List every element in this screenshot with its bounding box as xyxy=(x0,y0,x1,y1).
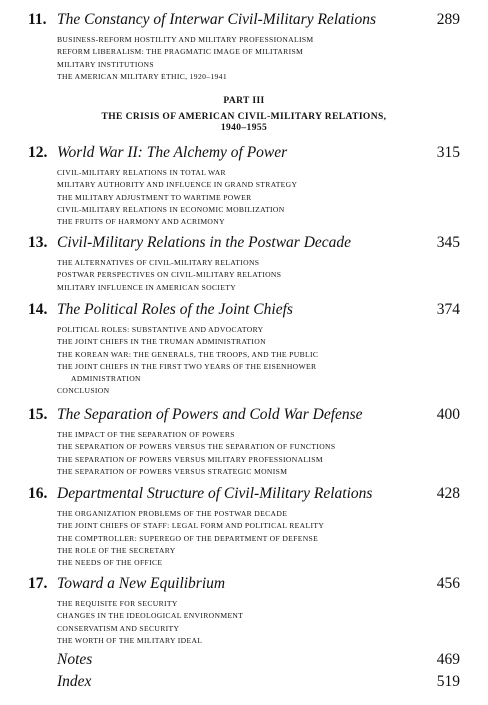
chapter-number: 14. xyxy=(28,301,48,318)
section-item-continuation: ADMINISTRATION xyxy=(71,374,141,384)
chapter-heading xyxy=(28,234,460,252)
section-item: THE FRUITS OF HARMONY AND ACRIMONY xyxy=(57,217,225,227)
chapter-number: 13. xyxy=(28,234,48,251)
chapter-heading xyxy=(28,575,460,593)
chapter-page: 345 xyxy=(436,234,460,251)
chapter-sections xyxy=(57,598,467,647)
section-item: THE SEPARATION OF POWERS VERSUS MILITARY PROFESSIONALISM xyxy=(57,454,323,464)
chapter-sections xyxy=(57,257,467,294)
chapter-number: 17. xyxy=(28,575,48,592)
chapter-sections xyxy=(57,324,467,398)
chapter-title: World War II: The Alchemy of Power xyxy=(57,144,288,161)
section-item: THE JOINT CHIEFS OF STAFF: LEGAL FORM AND POLITICAL REALITY xyxy=(57,521,325,531)
chapter-title: The Political Roles of the Joint Chiefs xyxy=(57,301,293,318)
back-matter-index xyxy=(57,673,460,691)
chapter-sections xyxy=(57,429,467,478)
section-item: THE ALTERNATIVES OF CIVIL-MILITARY RELATIONS xyxy=(57,258,260,267)
section-item: BUSINESS-REFORM HOSTILITY AND MILITARY PROFESSIONALISM xyxy=(57,35,314,44)
chapter-number: 11. xyxy=(28,11,47,28)
chapter-number: 15. xyxy=(28,406,48,423)
section-item: THE ROLE OF THE SECRETARY xyxy=(57,545,176,555)
section-item: MILITARY INSTITUTIONS xyxy=(57,59,154,69)
section-item: CIVIL-MILITARY RELATIONS IN TOTAL WAR xyxy=(57,168,226,177)
section-item: CONCLUSION xyxy=(57,386,110,396)
section-item: THE IMPACT OF THE SEPARATION OF POWERS xyxy=(57,430,235,439)
chapter-page: 315 xyxy=(436,144,460,161)
section-item: THE REQUISITE FOR SECURITY xyxy=(57,599,178,608)
section-item: CHANGES IN THE IDEOLOGICAL ENVIRONMENT xyxy=(57,611,244,621)
section-item: THE ORGANIZATION PROBLEMS OF THE POSTWAR DECADE xyxy=(57,509,288,518)
chapter-page: 400 xyxy=(436,406,460,423)
chapter-title: The Constancy of Interwar Civil-Military Relations xyxy=(57,11,377,28)
section-item: THE JOINT CHIEFS IN THE TRUMAN ADMINISTRATION xyxy=(57,337,266,347)
chapter-page: 428 xyxy=(436,485,460,502)
back-matter-page: 519 xyxy=(436,673,460,690)
section-item: POSTWAR PERSPECTIVES ON CIVIL-MILITARY RELATIONS xyxy=(57,270,282,280)
section-item: MILITARY AUTHORITY AND INFLUENCE IN GRAND STRATEGY xyxy=(57,180,298,190)
back-matter-notes xyxy=(57,651,460,669)
section-item: THE KOREAN WAR: THE GENERALS, THE TROOPS, AND THE PUBLIC xyxy=(57,349,319,359)
section-item: THE AMERICAN MILITARY ETHIC, 1920–1941 xyxy=(57,71,227,81)
back-matter-title: Index xyxy=(57,673,92,690)
part-title-line-1: THE CRISIS OF AMERICAN CIVIL-MILITARY RELATIONS, xyxy=(101,111,387,122)
section-item: THE SEPARATION OF POWERS VERSUS THE SEPARATION OF FUNCTIONS xyxy=(57,442,336,452)
chapter-title: Departmental Structure of Civil-Military Relations xyxy=(57,485,373,502)
back-matter-title: Notes xyxy=(57,651,93,668)
chapter-number: 12. xyxy=(28,144,48,161)
chapter-sections xyxy=(57,508,467,569)
part-label: PART III xyxy=(223,96,265,106)
part-title-line-2: 1940–1955 xyxy=(220,123,268,133)
chapter-page: 456 xyxy=(436,575,460,592)
chapter-number: 16. xyxy=(28,485,48,502)
chapter-page: 374 xyxy=(436,301,460,318)
chapter-title: Civil-Military Relations in the Postwar Decade xyxy=(57,234,352,251)
back-matter-page: 469 xyxy=(436,651,460,668)
section-item: THE NEEDS OF THE OFFICE xyxy=(57,558,163,568)
chapter-heading xyxy=(28,11,460,29)
section-item: THE MILITARY ADJUSTMENT TO WARTIME POWER xyxy=(57,192,252,202)
chapter-page: 289 xyxy=(436,11,460,28)
section-item: THE COMPTROLLER: SUPEREGO OF THE DEPARTMENT OF DEFENSE xyxy=(57,533,319,543)
section-item: THE JOINT CHIEFS IN THE FIRST TWO YEARS OF THE EISENHOWER xyxy=(57,361,317,371)
section-item: CONSERVATISM AND SECURITY xyxy=(57,623,180,633)
part-heading xyxy=(28,96,460,135)
section-item: CIVIL-MILITARY RELATIONS IN ECONOMIC MOBILIZATION xyxy=(57,204,285,214)
section-item: THE SEPARATION OF POWERS VERSUS STRATEGIC MONISM xyxy=(57,466,288,476)
chapter-sections xyxy=(57,34,467,83)
chapter-heading xyxy=(28,301,460,319)
chapter-sections xyxy=(57,167,467,228)
section-item: REFORM LIBERALISM: THE PRAGMATIC IMAGE OF MILITARISM xyxy=(57,47,304,57)
section-item: MILITARY INFLUENCE IN AMERICAN SOCIETY xyxy=(57,282,237,292)
section-item: POLITICAL ROLES: SUBSTANTIVE AND ADVOCATORY xyxy=(57,325,264,334)
chapter-heading xyxy=(28,406,460,424)
section-item: THE WORTH OF THE MILITARY IDEAL xyxy=(57,635,203,645)
chapter-title: The Separation of Powers and Cold War Defense xyxy=(57,406,363,423)
chapter-heading xyxy=(28,485,460,503)
chapter-title: Toward a New Equilibrium xyxy=(57,575,226,592)
chapter-heading xyxy=(28,144,460,162)
